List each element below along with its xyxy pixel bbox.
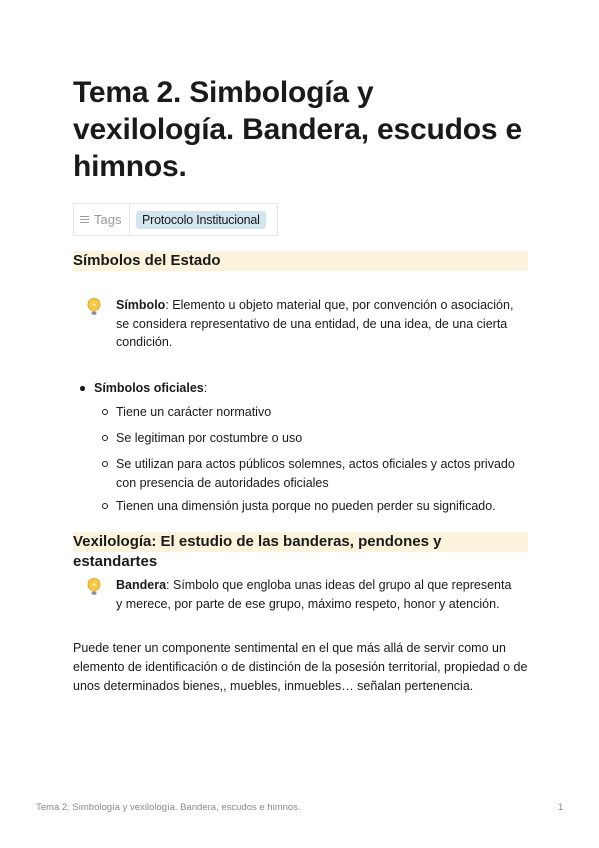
list-label-suffix: : bbox=[203, 381, 208, 395]
callout-term: Bandera bbox=[116, 578, 167, 592]
sub-bullet bbox=[102, 409, 108, 415]
lightbulb-icon bbox=[85, 577, 103, 597]
bullet-dot bbox=[80, 386, 85, 391]
tags-property-name bbox=[74, 204, 130, 235]
list-icon bbox=[80, 216, 89, 223]
callout-definition: : Símbolo que engloba unas ideas del grupo al que representa y merece, por parte de ese grupo, máximo respeto, honor y atención. bbox=[116, 578, 512, 611]
sub-bullet bbox=[102, 461, 108, 467]
properties-table bbox=[73, 203, 278, 236]
tags-label: Tags bbox=[94, 212, 122, 227]
sub-list-item: Tiene un carácter normativo bbox=[116, 405, 272, 419]
sub-list-item: Tienen una dimensión justa porque no pueden perder su significado. bbox=[116, 499, 496, 513]
tag-badge[interactable]: Protocolo Institucional bbox=[136, 211, 266, 229]
sub-bullet bbox=[102, 503, 108, 509]
callout-text bbox=[116, 576, 516, 613]
page-title: Tema 2. Simbología y vexilología. Bandera, escudos e himnos. bbox=[73, 76, 522, 183]
footer-title: Tema 2. Simbología y vexilología. Bandera, escudos e himnos. bbox=[36, 802, 301, 813]
section-heading-simbolos bbox=[73, 251, 528, 271]
sub-list-item: Se utilizan para actos públicos solemnes, actos oficiales y actos privado con presencia de autoridades oficiales bbox=[116, 457, 515, 490]
tags-property-value[interactable] bbox=[130, 204, 266, 235]
footer-page-number: 1 bbox=[558, 802, 564, 813]
list-label: Símbolos oficiales bbox=[94, 381, 204, 395]
sub-list-item: Se legitiman por costumbre o uso bbox=[116, 431, 303, 445]
callout-text bbox=[116, 296, 516, 352]
section-heading-text: Símbolos del Estado bbox=[73, 252, 221, 269]
body-paragraph: Puede tener un componente sentimental en el que más allá de servir como un elemento de identificación o de distinción de la posesión territorial, propiedad o de unos determinados bienes,, muebles, inmuebles… señalan pertenencia. bbox=[73, 641, 528, 693]
callout-definition: : Elemento u objeto material que, por convención o asociación, se considera representativo de una entidad, de una idea, de una cierta condición. bbox=[116, 298, 514, 349]
section-heading-text: Vexilología: El estudio de las banderas, pendones y estandartes bbox=[73, 533, 442, 570]
callout-term: Símbolo bbox=[116, 298, 166, 312]
sub-bullet bbox=[102, 435, 108, 441]
lightbulb-icon bbox=[85, 297, 103, 317]
section-heading-vexilologia bbox=[73, 532, 528, 570]
list-item-simbolos-oficiales bbox=[94, 379, 207, 397]
